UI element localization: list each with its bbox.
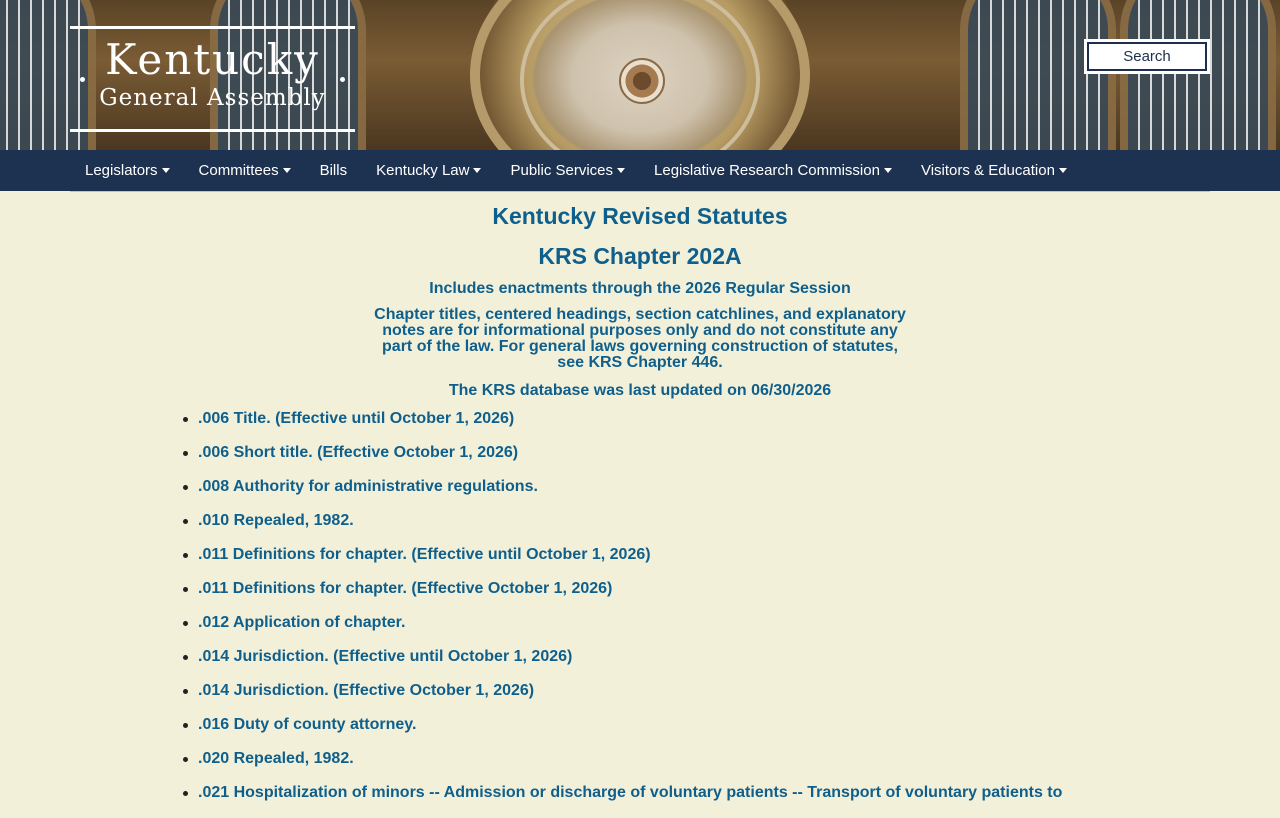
last-updated-note: The KRS database was last updated on 06/30/2026 <box>448 382 832 399</box>
nav-item-legislators[interactable] <box>85 162 170 179</box>
list-item <box>198 512 1280 546</box>
section-list <box>0 410 1280 818</box>
nav-item-bills[interactable] <box>320 162 348 179</box>
section-link[interactable]: .010 Repealed, 1982. <box>198 512 354 529</box>
list-item <box>198 580 1280 614</box>
main-content <box>0 203 1280 818</box>
section-link[interactable]: .012 Application of chapter. <box>198 614 406 631</box>
section-link[interactable]: .016 Duty of county attorney. <box>198 716 417 733</box>
main-nav <box>0 150 1280 191</box>
enactments-note: Includes enactments through the 2026 Regular Session <box>429 280 851 297</box>
nav-item-label: Visitors & Education <box>920 162 1055 179</box>
nav-item-kentucky-law[interactable] <box>376 162 481 179</box>
section-link[interactable]: .021 Hospitalization of minors -- Admission or discharge of voluntary patients -- Transport of voluntary patients to <box>198 784 1063 801</box>
list-item <box>198 478 1280 512</box>
nav-item-label: Committees <box>198 162 279 179</box>
logo-title: Kentucky <box>105 35 320 84</box>
list-item <box>198 546 1280 580</box>
nav-divider <box>70 191 1210 192</box>
disclaimer-note: Chapter titles, centered headings, section catchlines, and explanatory notes are for informational purposes only and do not constitute any part of the law. For general laws governing construction of statutes, see KRS Chapter 446. <box>374 306 906 371</box>
nav-item-legislative-research-commission[interactable] <box>654 162 892 179</box>
nav-item-label: Kentucky Law <box>376 162 470 179</box>
list-item <box>198 716 1280 750</box>
list-item <box>198 648 1280 682</box>
window-arch <box>1120 0 1276 150</box>
page-title: Kentucky Revised Statutes <box>492 203 788 229</box>
nav-item-committees[interactable] <box>199 162 291 179</box>
section-link[interactable]: .014 Jurisdiction. (Effective October 1, 2026) <box>198 682 535 699</box>
nav-item-label: Bills <box>319 162 348 179</box>
nav-item-label: Legislators <box>85 162 158 179</box>
section-link[interactable]: .006 Short title. (Effective October 1, 2026) <box>198 444 519 461</box>
caret-down-icon <box>617 168 625 173</box>
list-item <box>198 750 1280 784</box>
section-link[interactable]: .011 Definitions for chapter. (Effective October 1, 2026) <box>198 580 613 597</box>
list-item <box>198 784 1280 818</box>
list-item <box>198 682 1280 716</box>
logo-subtitle: General Assembly <box>99 85 326 111</box>
search-button[interactable]: Search <box>1084 39 1210 74</box>
section-link[interactable]: .008 Authority for administrative regulations. <box>198 478 538 495</box>
caret-down-icon <box>162 168 170 173</box>
section-link[interactable]: .006 Title. (Effective until October 1, 2026) <box>198 410 515 427</box>
section-link[interactable]: .011 Definitions for chapter. (Effective until October 1, 2026) <box>198 546 651 563</box>
caret-down-icon <box>283 168 291 173</box>
header-banner <box>0 0 1280 150</box>
dome-rosette <box>619 58 665 104</box>
list-item <box>198 614 1280 648</box>
section-link[interactable]: .020 Repealed, 1982. <box>198 750 354 767</box>
caret-down-icon <box>473 168 481 173</box>
nav-item-visitors-education[interactable] <box>921 162 1067 179</box>
list-item <box>198 444 1280 478</box>
section-link[interactable]: .014 Jurisdiction. (Effective until October 1, 2026) <box>198 648 573 665</box>
caret-down-icon <box>1059 168 1067 173</box>
list-item <box>198 410 1280 444</box>
caret-down-icon <box>884 168 892 173</box>
nav-item-public-services[interactable] <box>510 162 625 179</box>
window-arch <box>960 0 1116 150</box>
nav-item-label: Legislative Research Commission <box>654 162 880 179</box>
nav-item-label: Public Services <box>510 162 614 179</box>
site-logo[interactable] <box>70 26 355 132</box>
chapter-title: KRS Chapter 202A <box>538 243 742 269</box>
